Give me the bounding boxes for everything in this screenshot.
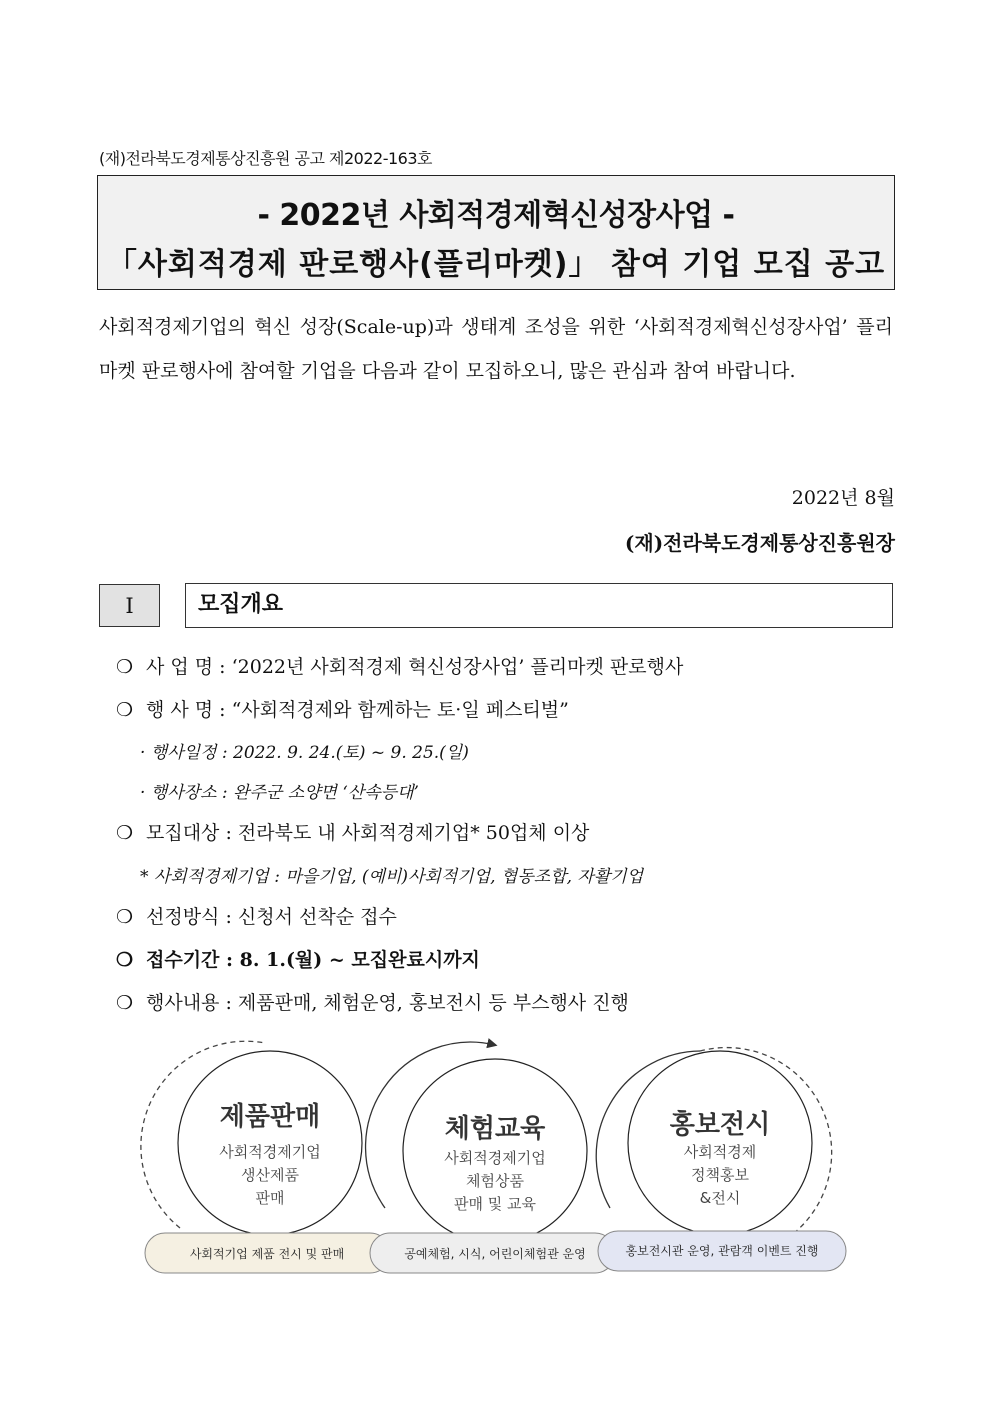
item-selection — [116, 902, 397, 929]
notice-date: 2022년 8월 — [791, 487, 895, 509]
item-text: 행 사 명 : “사회적경제와 함께하는 토·일 페스티벌” — [146, 699, 569, 721]
pill-label: 공예체험, 시식, 어린이체험관 운영 — [404, 1247, 586, 1261]
circle-line: 정책홍보 — [691, 1166, 749, 1184]
circle-line: 사회적경제기업 — [219, 1143, 321, 1161]
bullet-icon: ❍ — [116, 699, 134, 721]
bullet-icon: ❍ — [116, 822, 134, 844]
event-content-diagram — [140, 1033, 860, 1283]
bullet-icon: ❍ — [116, 906, 134, 928]
issuing-organization: (재)전라북도경제통상진흥원장 — [624, 531, 895, 555]
item-text: 선정방식 : 신청서 선착순 접수 — [146, 906, 397, 928]
circle-line: 사회적경제기업 — [444, 1149, 546, 1167]
circle-line: 체험상품 — [466, 1172, 524, 1190]
item-text: 접수기간 : 8. 1.(월) ~ 모집완료시까지 — [146, 949, 480, 971]
item-content — [116, 988, 629, 1015]
item-venue: · 행사장소 : 완주군 소양면 ‘산속등대’ — [140, 783, 419, 803]
circle-line: 판매 및 교육 — [454, 1195, 536, 1213]
section-title: 모집개요 — [185, 583, 893, 628]
circle-line: 생산제품 — [241, 1166, 299, 1184]
item-schedule: · 행사일정 : 2022. 9. 24.(토) ~ 9. 25.(일) — [140, 743, 469, 763]
item-period — [116, 945, 480, 972]
pill-label: 사회적기업 제품 전시 및 판매 — [189, 1247, 345, 1261]
item-target — [116, 818, 589, 845]
item-project — [116, 652, 683, 679]
title-line-1: - 2022년 사회적경제혁신성장사업 - — [257, 198, 735, 233]
circle-title: 체험교육 — [444, 1114, 546, 1144]
item-text: 사 업 명 : ‘2022년 사회적경제 혁신성장사업’ 플리마켓 판로행사 — [146, 656, 684, 678]
bullet-icon: ❍ — [116, 656, 134, 678]
title-box — [97, 175, 895, 290]
item-event — [116, 695, 569, 722]
circle-line: &전시 — [699, 1189, 741, 1207]
notice-number: (재)전라북도경제통상진흥원 공고 제2022-163호 — [99, 149, 432, 168]
circle-title: 제품판매 — [219, 1102, 321, 1132]
intro-paragraph: 사회적경제기업의 혁신 성장(Scale-up)과 생태계 조성을 위한 ‘사회적경제혁신성장사업’ 플리마켓 판로행사에 참여할 기업을 다음과 같이 모집하오니, 많은 관심과 참여 바랍니다. — [99, 316, 893, 382]
circle-line: 사회적경제 — [683, 1143, 757, 1161]
bullet-icon: ❍ — [116, 992, 134, 1014]
bullet-icon: ❍ — [116, 949, 134, 971]
title-line-2: 「사회적경제 판로행사(플리마켓)」 참여 기업 모집 공고 — [106, 247, 886, 282]
section-number: Ⅰ — [99, 584, 160, 627]
circle-line: 판매 — [255, 1189, 285, 1207]
pill-label: 홍보전시관 운영, 관람객 이벤트 진행 — [625, 1244, 819, 1258]
item-text: 행사내용 : 제품판매, 체험운영, 홍보전시 등 부스행사 진행 — [146, 992, 629, 1014]
circle-title: 홍보전시 — [669, 1110, 771, 1140]
item-target-note: * 사회적경제기업 : 마을기업, (예비)사회적기업, 협동조합, 자활기업 — [140, 867, 644, 887]
item-text: 모집대상 : 전라북도 내 사회적경제기업* 50업체 이상 — [146, 822, 590, 844]
